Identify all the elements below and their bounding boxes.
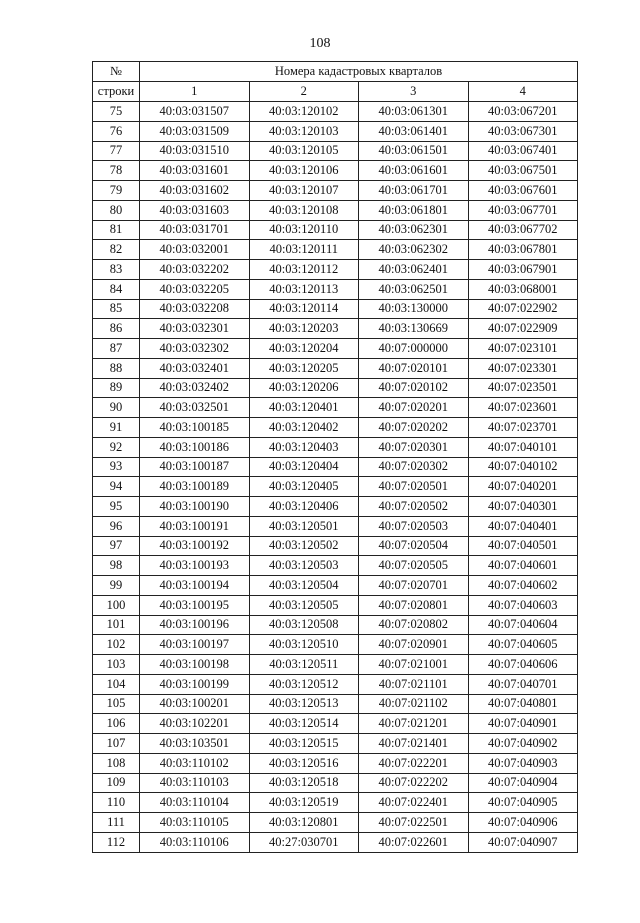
cadastral-number-cell: 40:07:040903 — [468, 753, 578, 773]
cadastral-number-cell: 40:07:040603 — [468, 595, 578, 615]
row-number-header-symbol: № — [110, 64, 122, 78]
cadastral-number-cell: 40:07:040601 — [468, 556, 578, 576]
cadastral-number-cell: 40:07:020505 — [359, 556, 469, 576]
cadastral-number-cell: 40:07:022202 — [359, 773, 469, 793]
cadastral-number-cell: 40:03:120406 — [249, 497, 359, 517]
cadastral-number-cell: 40:07:040102 — [468, 457, 578, 477]
table-row — [93, 576, 578, 596]
cadastral-number-cell: 40:03:120204 — [249, 339, 359, 359]
cadastral-number-cell: 40:07:020901 — [359, 635, 469, 655]
table-row — [93, 655, 578, 675]
cadastral-number-cell: 40:03:031602 — [140, 181, 250, 201]
table-row — [93, 595, 578, 615]
cadastral-number-cell: 40:03:062302 — [359, 240, 469, 260]
cadastral-table — [92, 61, 578, 853]
row-number-cell: 88 — [93, 358, 140, 378]
cadastral-number-cell: 40:03:100198 — [140, 655, 250, 675]
table-row — [93, 319, 578, 339]
cadastral-number-cell: 40:07:040906 — [468, 813, 578, 833]
cadastral-number-cell: 40:03:061801 — [359, 200, 469, 220]
cadastral-number-cell: 40:03:067801 — [468, 240, 578, 260]
table-row — [93, 200, 578, 220]
table-row — [93, 358, 578, 378]
cadastral-number-cell: 40:03:100195 — [140, 595, 250, 615]
table-row — [93, 516, 578, 536]
cadastral-number-cell: 40:03:120508 — [249, 615, 359, 635]
row-number-cell: 107 — [93, 734, 140, 754]
cadastral-number-cell: 40:07:020801 — [359, 595, 469, 615]
cadastral-number-cell: 40:03:120403 — [249, 437, 359, 457]
cadastral-number-cell: 40:03:103501 — [140, 734, 250, 754]
cadastral-number-cell: 40:07:021201 — [359, 714, 469, 734]
cadastral-number-cell: 40:07:040905 — [468, 793, 578, 813]
cadastral-number-cell: 40:03:100192 — [140, 536, 250, 556]
cadastral-number-cell: 40:03:120404 — [249, 457, 359, 477]
cadastral-number-cell: 40:03:120107 — [249, 181, 359, 201]
table-row — [93, 773, 578, 793]
table-row — [93, 260, 578, 280]
cadastral-number-cell: 40:03:100193 — [140, 556, 250, 576]
row-number-cell: 105 — [93, 694, 140, 714]
cadastral-number-cell: 40:07:020101 — [359, 358, 469, 378]
cadastral-number-cell: 40:03:032302 — [140, 339, 250, 359]
row-number-cell: 90 — [93, 398, 140, 418]
cadastral-number-cell: 40:07:023101 — [468, 339, 578, 359]
cadastral-number-cell: 40:03:031701 — [140, 220, 250, 240]
table-row — [93, 813, 578, 833]
cadastral-number-cell: 40:07:021401 — [359, 734, 469, 754]
cadastral-number-cell: 40:03:100199 — [140, 674, 250, 694]
cadastral-number-cell: 40:07:040902 — [468, 734, 578, 754]
cadastral-number-cell: 40:03:120514 — [249, 714, 359, 734]
row-number-cell: 97 — [93, 536, 140, 556]
cadastral-number-cell: 40:03:031507 — [140, 102, 250, 122]
row-number-cell: 109 — [93, 773, 140, 793]
row-number-cell: 89 — [93, 378, 140, 398]
cadastral-number-cell: 40:03:120503 — [249, 556, 359, 576]
row-number-cell: 101 — [93, 615, 140, 635]
row-number-cell: 77 — [93, 141, 140, 161]
cadastral-number-cell: 40:03:100185 — [140, 418, 250, 438]
cadastral-number-cell: 40:03:130669 — [359, 319, 469, 339]
cadastral-number-cell: 40:03:120106 — [249, 161, 359, 181]
cadastral-number-cell: 40:07:020701 — [359, 576, 469, 596]
table-row — [93, 141, 578, 161]
cadastral-number-cell: 40:03:120405 — [249, 477, 359, 497]
cadastral-number-cell: 40:07:023601 — [468, 398, 578, 418]
cadastral-number-cell: 40:03:110106 — [140, 832, 250, 852]
cadastral-number-cell: 40:07:022401 — [359, 793, 469, 813]
table-row — [93, 418, 578, 438]
cadastral-number-cell: 40:07:022601 — [359, 832, 469, 852]
cadastral-number-cell: 40:07:022902 — [468, 299, 578, 319]
cadastral-number-cell: 40:07:040604 — [468, 615, 578, 635]
row-number-cell: 83 — [93, 260, 140, 280]
cadastral-number-cell: 40:07:040101 — [468, 437, 578, 457]
table-row — [93, 793, 578, 813]
cadastral-number-cell: 40:03:120205 — [249, 358, 359, 378]
table-body — [93, 102, 578, 853]
cadastral-number-cell: 40:03:100187 — [140, 457, 250, 477]
table-row — [93, 536, 578, 556]
cadastral-number-cell: 40:03:100189 — [140, 477, 250, 497]
table-row — [93, 299, 578, 319]
cadastral-number-cell: 40:03:067401 — [468, 141, 578, 161]
cadastral-number-cell: 40:03:062501 — [359, 279, 469, 299]
cadastral-number-cell: 40:03:120110 — [249, 220, 359, 240]
cadastral-number-cell: 40:03:120206 — [249, 378, 359, 398]
cadastral-number-cell: 40:07:022201 — [359, 753, 469, 773]
row-number-cell: 108 — [93, 753, 140, 773]
column-header-3: 3 — [359, 82, 469, 102]
cadastral-number-cell: 40:03:031509 — [140, 121, 250, 141]
cadastral-number-cell: 40:03:068001 — [468, 279, 578, 299]
row-number-cell: 94 — [93, 477, 140, 497]
cadastral-number-cell: 40:03:120513 — [249, 694, 359, 714]
cadastral-number-cell: 40:03:032501 — [140, 398, 250, 418]
table-row — [93, 378, 578, 398]
table-row — [93, 694, 578, 714]
cadastral-number-cell: 40:03:130000 — [359, 299, 469, 319]
cadastral-number-cell: 40:03:110105 — [140, 813, 250, 833]
cadastral-number-cell: 40:03:100201 — [140, 694, 250, 714]
cadastral-number-cell: 40:07:021101 — [359, 674, 469, 694]
cadastral-number-cell: 40:03:120113 — [249, 279, 359, 299]
row-number-cell: 100 — [93, 595, 140, 615]
cadastral-number-cell: 40:03:110103 — [140, 773, 250, 793]
cadastral-number-cell: 40:03:120114 — [249, 299, 359, 319]
cadastral-number-cell: 40:03:031603 — [140, 200, 250, 220]
cadastral-number-cell: 40:03:120504 — [249, 576, 359, 596]
group-header: Номера кадастровых кварталов — [140, 62, 578, 82]
cadastral-number-cell: 40:03:061501 — [359, 141, 469, 161]
cadastral-number-cell: 40:03:100194 — [140, 576, 250, 596]
table-row — [93, 181, 578, 201]
cadastral-number-cell: 40:03:061401 — [359, 121, 469, 141]
cadastral-number-cell: 40:07:023701 — [468, 418, 578, 438]
column-header-1: 1 — [140, 82, 250, 102]
cadastral-number-cell: 40:07:022909 — [468, 319, 578, 339]
cadastral-number-cell: 40:03:100186 — [140, 437, 250, 457]
cadastral-number-cell: 40:03:032202 — [140, 260, 250, 280]
cadastral-number-cell: 40:07:021001 — [359, 655, 469, 675]
row-number-cell: 81 — [93, 220, 140, 240]
cadastral-number-cell: 40:07:020502 — [359, 497, 469, 517]
cadastral-number-cell: 40:27:030701 — [249, 832, 359, 852]
cadastral-number-cell: 40:03:032205 — [140, 279, 250, 299]
table-row — [93, 832, 578, 852]
cadastral-number-cell: 40:07:021102 — [359, 694, 469, 714]
cadastral-number-cell: 40:07:020201 — [359, 398, 469, 418]
row-number-cell: 91 — [93, 418, 140, 438]
table-row — [93, 714, 578, 734]
cadastral-number-cell: 40:07:040901 — [468, 714, 578, 734]
cadastral-number-cell: 40:03:120102 — [249, 102, 359, 122]
row-number-cell: 84 — [93, 279, 140, 299]
table-row — [93, 674, 578, 694]
cadastral-number-cell: 40:03:067701 — [468, 200, 578, 220]
row-number-cell: 111 — [93, 813, 140, 833]
row-number-cell: 95 — [93, 497, 140, 517]
column-header-2: 2 — [249, 82, 359, 102]
table-row — [93, 279, 578, 299]
row-number-cell: 79 — [93, 181, 140, 201]
cadastral-number-cell: 40:03:031601 — [140, 161, 250, 181]
cadastral-number-cell: 40:07:040605 — [468, 635, 578, 655]
cadastral-number-cell: 40:03:061601 — [359, 161, 469, 181]
cadastral-number-cell: 40:03:067201 — [468, 102, 578, 122]
cadastral-number-cell: 40:07:000000 — [359, 339, 469, 359]
row-number-header-label: строки — [93, 82, 140, 102]
row-number-cell: 80 — [93, 200, 140, 220]
row-number-cell: 98 — [93, 556, 140, 576]
cadastral-number-cell: 40:03:120502 — [249, 536, 359, 556]
row-number-cell: 76 — [93, 121, 140, 141]
cadastral-number-cell: 40:03:061701 — [359, 181, 469, 201]
row-number-cell: 104 — [93, 674, 140, 694]
cadastral-number-cell: 40:03:120203 — [249, 319, 359, 339]
cadastral-number-cell: 40:07:022501 — [359, 813, 469, 833]
cadastral-number-cell: 40:07:040907 — [468, 832, 578, 852]
cadastral-number-cell: 40:03:120515 — [249, 734, 359, 754]
table-row — [93, 339, 578, 359]
cadastral-number-cell: 40:07:040301 — [468, 497, 578, 517]
cadastral-number-cell: 40:03:110102 — [140, 753, 250, 773]
cadastral-number-cell: 40:03:062401 — [359, 260, 469, 280]
table-row — [93, 477, 578, 497]
table-row — [93, 161, 578, 181]
table-row — [93, 398, 578, 418]
row-number-cell: 86 — [93, 319, 140, 339]
cadastral-number-cell: 40:03:100191 — [140, 516, 250, 536]
cadastral-number-cell: 40:07:023301 — [468, 358, 578, 378]
cadastral-number-cell: 40:07:020301 — [359, 437, 469, 457]
table-row — [93, 240, 578, 260]
table-row — [93, 734, 578, 754]
row-number-cell: 75 — [93, 102, 140, 122]
cadastral-number-cell: 40:03:120402 — [249, 418, 359, 438]
row-number-cell: 85 — [93, 299, 140, 319]
cadastral-number-cell: 40:07:040501 — [468, 536, 578, 556]
row-number-cell: 110 — [93, 793, 140, 813]
row-number-cell: 93 — [93, 457, 140, 477]
cadastral-number-cell: 40:07:020202 — [359, 418, 469, 438]
cadastral-number-cell: 40:07:040201 — [468, 477, 578, 497]
cadastral-number-cell: 40:07:020503 — [359, 516, 469, 536]
cadastral-number-cell: 40:03:062301 — [359, 220, 469, 240]
cadastral-number-cell: 40:03:067501 — [468, 161, 578, 181]
cadastral-number-cell: 40:07:040801 — [468, 694, 578, 714]
cadastral-number-cell: 40:03:120501 — [249, 516, 359, 536]
table-row — [93, 102, 578, 122]
cadastral-number-cell: 40:03:120510 — [249, 635, 359, 655]
cadastral-number-cell: 40:07:040701 — [468, 674, 578, 694]
cadastral-number-cell: 40:03:120401 — [249, 398, 359, 418]
cadastral-number-cell: 40:03:120112 — [249, 260, 359, 280]
row-number-header — [93, 62, 140, 82]
cadastral-number-cell: 40:03:120105 — [249, 141, 359, 161]
cadastral-number-cell: 40:03:120516 — [249, 753, 359, 773]
cadastral-number-cell: 40:07:020802 — [359, 615, 469, 635]
table-row — [93, 437, 578, 457]
cadastral-number-cell: 40:03:061301 — [359, 102, 469, 122]
row-number-cell: 87 — [93, 339, 140, 359]
cadastral-number-cell: 40:03:120518 — [249, 773, 359, 793]
cadastral-number-cell: 40:03:120801 — [249, 813, 359, 833]
cadastral-number-cell: 40:07:020501 — [359, 477, 469, 497]
cadastral-number-cell: 40:03:032208 — [140, 299, 250, 319]
row-number-cell: 112 — [93, 832, 140, 852]
row-number-cell: 103 — [93, 655, 140, 675]
cadastral-number-cell: 40:03:031510 — [140, 141, 250, 161]
cadastral-number-cell: 40:07:020102 — [359, 378, 469, 398]
cadastral-number-cell: 40:03:120108 — [249, 200, 359, 220]
table-row — [93, 556, 578, 576]
cadastral-number-cell: 40:03:032401 — [140, 358, 250, 378]
cadastral-number-cell: 40:07:020504 — [359, 536, 469, 556]
cadastral-number-cell: 40:07:040401 — [468, 516, 578, 536]
cadastral-number-cell: 40:03:110104 — [140, 793, 250, 813]
cadastral-number-cell: 40:03:120111 — [249, 240, 359, 260]
table-row — [93, 497, 578, 517]
cadastral-number-cell: 40:03:102201 — [140, 714, 250, 734]
cadastral-number-cell: 40:03:100190 — [140, 497, 250, 517]
row-number-cell: 106 — [93, 714, 140, 734]
table-row — [93, 615, 578, 635]
cadastral-number-cell: 40:03:120505 — [249, 595, 359, 615]
cadastral-number-cell: 40:07:040904 — [468, 773, 578, 793]
row-number-cell: 102 — [93, 635, 140, 655]
page-number: 108 — [309, 36, 331, 51]
table-row — [93, 220, 578, 240]
cadastral-number-cell: 40:03:067601 — [468, 181, 578, 201]
row-number-cell: 92 — [93, 437, 140, 457]
cadastral-number-cell: 40:03:120511 — [249, 655, 359, 675]
cadastral-number-cell: 40:03:067301 — [468, 121, 578, 141]
cadastral-number-cell: 40:03:032402 — [140, 378, 250, 398]
cadastral-number-cell: 40:07:040602 — [468, 576, 578, 596]
cadastral-number-cell: 40:03:067702 — [468, 220, 578, 240]
row-number-cell: 78 — [93, 161, 140, 181]
cadastral-number-cell: 40:03:032301 — [140, 319, 250, 339]
table-row — [93, 753, 578, 773]
cadastral-number-cell: 40:03:067901 — [468, 260, 578, 280]
table-row — [93, 635, 578, 655]
cadastral-number-cell: 40:03:032001 — [140, 240, 250, 260]
cadastral-number-cell: 40:03:100196 — [140, 615, 250, 635]
row-number-cell: 82 — [93, 240, 140, 260]
cadastral-number-cell: 40:03:100197 — [140, 635, 250, 655]
cadastral-number-cell: 40:03:120103 — [249, 121, 359, 141]
cadastral-number-cell: 40:07:020302 — [359, 457, 469, 477]
table-row — [93, 121, 578, 141]
cadastral-number-cell: 40:07:040606 — [468, 655, 578, 675]
row-number-cell: 99 — [93, 576, 140, 596]
table-row — [93, 457, 578, 477]
cadastral-number-cell: 40:03:120512 — [249, 674, 359, 694]
row-number-cell: 96 — [93, 516, 140, 536]
cadastral-number-cell: 40:03:120519 — [249, 793, 359, 813]
cadastral-number-cell: 40:07:023501 — [468, 378, 578, 398]
column-header-4: 4 — [468, 82, 578, 102]
